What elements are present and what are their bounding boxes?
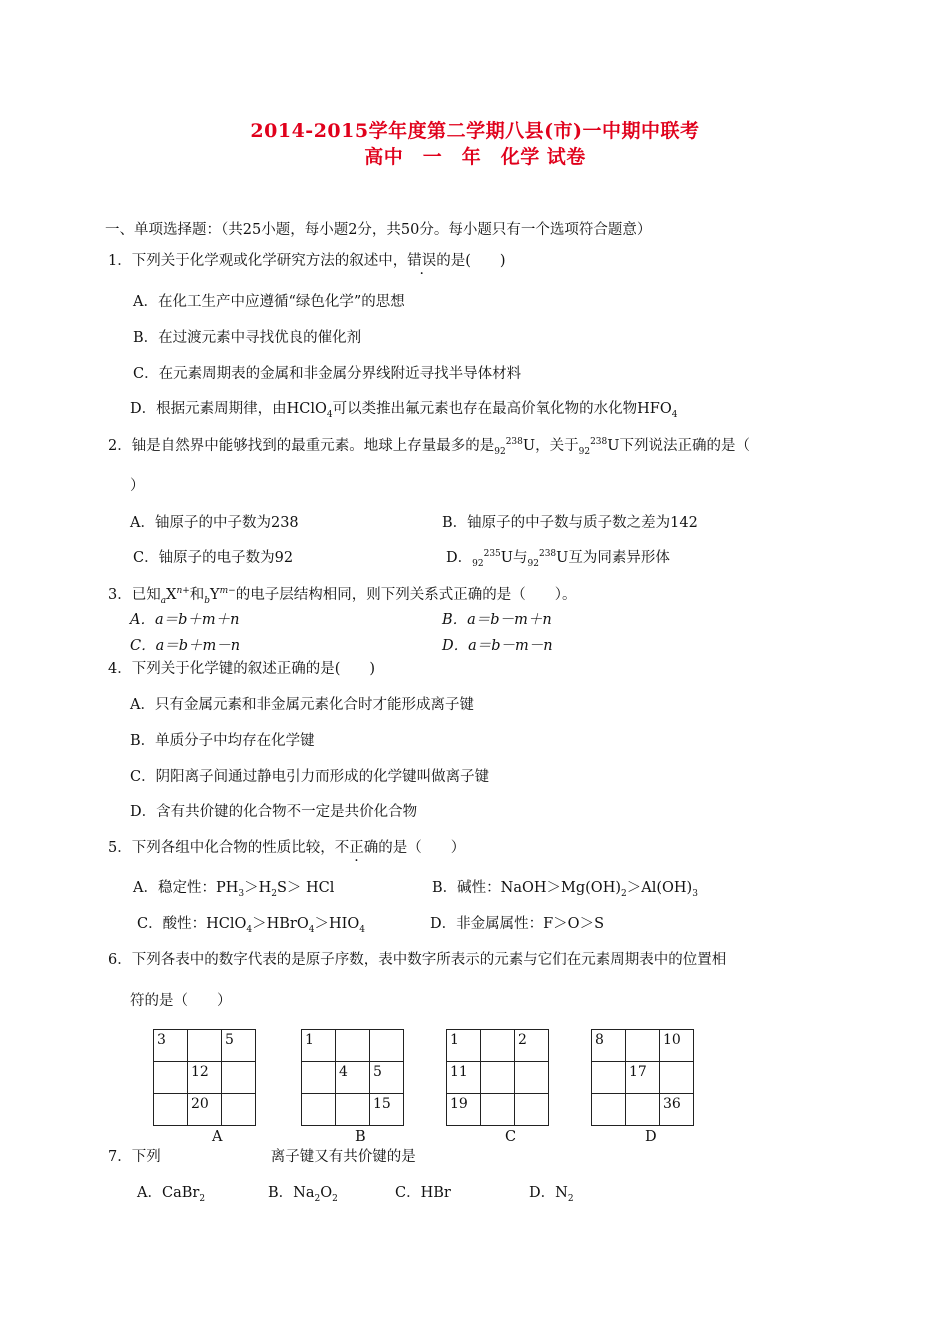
q1-d-text-a: D．根据元素周期律，由HClO <box>130 401 327 417</box>
q2-m2: 238 <box>590 437 608 448</box>
atomic-number: 4 <box>339 1064 348 1080</box>
atomic-number <box>336 1040 339 1042</box>
q2-option-b: B．铀原子的中子数与质子数之差为142 <box>442 515 698 531</box>
table-row <box>302 1062 404 1094</box>
q5-a-2: ＞H <box>244 880 272 896</box>
atomic-number <box>222 1072 225 1074</box>
q3-b-sub: b <box>204 595 211 606</box>
atomic-number <box>481 1104 484 1106</box>
table-cell <box>592 1094 626 1126</box>
q5-c-s3: 4 <box>359 924 365 935</box>
table-row <box>154 1030 256 1062</box>
atomic-number: 2 <box>518 1032 527 1048</box>
question-7-stem <box>108 1145 416 1166</box>
table-row <box>154 1094 256 1126</box>
table-cell <box>302 1030 336 1062</box>
atomic-number: 1 <box>305 1032 314 1048</box>
q1-stem-b: 的是( ) <box>436 253 506 269</box>
q1-d-text-b: 可以类推出氟元素也存在最高价氧化物的水化物HFO <box>332 401 672 417</box>
q7-b-2: O <box>320 1185 333 1201</box>
q2-d-m1: 235 <box>483 549 501 560</box>
q3-option-b: B．a＝b－m＋n <box>442 612 552 628</box>
table-row <box>592 1062 694 1094</box>
q5-a-1: A．稳定性：PH <box>133 880 239 896</box>
q2-d-c: 互为同素异形体 <box>568 550 670 566</box>
question-6-stem-2: 符的是（ ） <box>130 993 232 1009</box>
q5-b-1: B．碱性：NaOH＞Mg(OH) <box>432 880 621 896</box>
q2-d-a: D． <box>446 550 473 566</box>
q2-d-b: 与 <box>513 550 528 566</box>
table-row <box>447 1094 549 1126</box>
atomic-number: 12 <box>191 1064 209 1080</box>
q1-option-c: C．在元素周期表的金属和非金属分界线附近寻找半导体材料 <box>133 366 522 382</box>
q7-option-d <box>529 1181 574 1204</box>
table-cell <box>481 1030 515 1062</box>
table-cell <box>188 1030 222 1062</box>
table-cell <box>447 1094 481 1126</box>
q4-option-c: C．阴阳离子间通过静电引力而形成的化学键叫做离子键 <box>130 769 490 785</box>
q1-option-b: B．在过渡元素中寻找优良的催化剂 <box>133 330 362 346</box>
q3-stem-b: 的电子层结构相同，则下列关系式正确的是（ ）。 <box>235 587 577 603</box>
q3-option-c: C．a＝b＋m－n <box>130 638 241 654</box>
q2-stem-b: ，关于 <box>535 438 579 454</box>
atomic-number: 5 <box>225 1032 234 1048</box>
exam-title: 2014-2015学年度第二学期八县(市)一中期中联考 <box>250 120 700 142</box>
q2-stem-c: 下列说法正确的是（ <box>619 438 750 454</box>
table-cell <box>154 1030 188 1062</box>
q3-and: 和 <box>189 587 205 603</box>
question-4-stem: 4．下列关于化学键的叙述正确的是( ) <box>108 661 376 677</box>
table-cell <box>154 1062 188 1094</box>
table-cell <box>222 1030 256 1062</box>
table-label: D <box>645 1129 657 1145</box>
q5-option-c <box>137 912 365 935</box>
q5-b-s2: 3 <box>692 888 698 899</box>
atomic-number: 15 <box>373 1096 391 1112</box>
q1-option-a: A．在化工生产中应遵循“绿色化学”的思想 <box>133 294 405 310</box>
table-cell <box>626 1062 660 1094</box>
q5-c-s2: 4 <box>308 924 315 935</box>
atomic-number <box>481 1072 484 1074</box>
q5-b-s1: 2 <box>621 888 627 899</box>
atomic-number <box>370 1040 373 1042</box>
atomic-number <box>592 1072 595 1074</box>
table-cell <box>336 1062 370 1094</box>
table-cell <box>481 1062 515 1094</box>
table-cell <box>626 1094 660 1126</box>
q5-c-s1: 4 <box>246 924 253 935</box>
question-1-stem <box>108 249 506 270</box>
q7-d-s: 2 <box>567 1193 574 1204</box>
q2-m1: 238 <box>505 437 523 448</box>
atomic-number: 10 <box>663 1032 681 1048</box>
question-3-stem <box>108 583 576 606</box>
atomic-number <box>302 1104 305 1106</box>
q5-stem-b: 的是（ ） <box>378 840 466 856</box>
q7-option-a <box>137 1181 205 1204</box>
q7-b-s2: 2 <box>332 1193 338 1204</box>
q2-z1: 92 <box>494 446 506 457</box>
table-row <box>154 1062 256 1094</box>
table-cell <box>370 1094 404 1126</box>
q5-a-s1: 3 <box>238 888 245 899</box>
table-cell <box>188 1094 222 1126</box>
atomic-number <box>154 1104 157 1106</box>
q2-option-c: C．铀原子的电子数为92 <box>133 550 294 566</box>
q7-b-s1: 2 <box>314 1193 321 1204</box>
atomic-number: 19 <box>450 1096 468 1112</box>
periodic-table-d <box>591 1029 694 1126</box>
table-row <box>592 1030 694 1062</box>
q2-d-m2: 238 <box>538 549 557 560</box>
table-cell <box>336 1094 370 1126</box>
table-cell <box>222 1062 256 1094</box>
periodic-table-c <box>446 1029 549 1126</box>
atomic-number <box>336 1104 339 1106</box>
q7-option-b <box>268 1181 338 1204</box>
atomic-number <box>660 1072 663 1074</box>
q2-option-d <box>446 546 670 569</box>
table-cell <box>515 1030 549 1062</box>
q5-stem-a: 5．下列各组中化合物的性质比较， <box>108 840 335 856</box>
q4-option-d: D．含有共价键的化合物不一定是共价化合物 <box>130 804 418 820</box>
q1-emphasis: 错误 <box>407 253 437 269</box>
table-cell <box>481 1094 515 1126</box>
q3-stem-a: 3．已知 <box>108 587 161 603</box>
q5-c-3: ＞HIO <box>314 916 360 932</box>
q5-option-a <box>133 876 334 899</box>
q2-d-el2: U <box>556 550 569 566</box>
table-cell <box>302 1062 336 1094</box>
table-label: B <box>355 1129 366 1145</box>
atomic-number: 3 <box>157 1032 166 1048</box>
atomic-number <box>481 1040 484 1042</box>
q5-option-d: D．非金属属性：F＞O＞S <box>430 916 605 932</box>
q5-emphasis: 不正确 <box>334 840 379 856</box>
q3-option-a: A．a＝b＋m＋n <box>130 612 240 628</box>
atomic-number: 1 <box>450 1032 459 1048</box>
q1-option-d <box>130 397 677 420</box>
q2-z2: 92 <box>578 446 591 457</box>
q2-d-z1: 92 <box>472 558 484 569</box>
atomic-number: 20 <box>191 1096 209 1112</box>
atomic-number: 5 <box>373 1064 382 1080</box>
atomic-number <box>154 1072 157 1074</box>
q5-a-s2: 2 <box>271 888 277 899</box>
table-cell <box>447 1030 481 1062</box>
q2-d-el1: U <box>500 550 514 566</box>
table-cell <box>515 1094 549 1126</box>
q3-y: Y <box>210 587 220 603</box>
table-cell <box>592 1030 626 1062</box>
atomic-number <box>222 1104 225 1106</box>
question-6-stem: 6．下列各表中的数字代表的是原子序数，表中数字所表示的元素与它们在元素周期表中的位置相 <box>108 952 727 968</box>
section-heading: 一、单项选择题：（共25小题，每小题2分，共50分。每小题只有一个选项符合题意） <box>105 222 652 238</box>
exam-subtitle: 高中 一 年 化学 试卷 <box>364 146 586 168</box>
table-row <box>592 1094 694 1126</box>
atomic-number <box>592 1104 595 1106</box>
q7-a-s: 2 <box>199 1193 206 1204</box>
table-cell <box>370 1030 404 1062</box>
table-row <box>302 1030 404 1062</box>
q7-option-c: C．HBr <box>395 1185 451 1201</box>
q5-option-b <box>432 876 698 899</box>
q1-d-sub2: 4 <box>671 409 678 420</box>
q2-stem-close: ） <box>130 478 145 494</box>
table-cell <box>660 1030 694 1062</box>
atomic-number: 11 <box>450 1064 468 1080</box>
table-label: C <box>505 1129 517 1145</box>
atomic-number <box>302 1072 305 1074</box>
q3-a-sub: a <box>160 595 167 606</box>
table-cell <box>447 1062 481 1094</box>
table-label: A <box>212 1129 223 1145</box>
table-cell <box>660 1062 694 1094</box>
q5-b-2: ＞Al(OH) <box>626 880 693 896</box>
q1-d-sub: 4 <box>326 409 333 420</box>
table-cell <box>626 1030 660 1062</box>
table-cell <box>336 1030 370 1062</box>
atomic-number: 17 <box>629 1064 647 1080</box>
q7-d-1: D．N <box>529 1185 568 1201</box>
q3-y-sup: m− <box>219 586 236 597</box>
q3-x-sup: n+ <box>176 586 190 597</box>
q2-d-z2: 92 <box>527 558 539 569</box>
atomic-number: 36 <box>663 1096 681 1112</box>
table-cell <box>660 1094 694 1126</box>
q4-option-b: B．单质分子中均存在化学键 <box>130 733 315 749</box>
periodic-table-b <box>301 1029 404 1126</box>
atomic-number <box>515 1072 518 1074</box>
atomic-number <box>188 1040 191 1042</box>
q2-stem-a: 2．铀是自然界中能够找到的最重元素。地球上存量最多的是 <box>108 438 495 454</box>
table-cell <box>154 1094 188 1126</box>
table-row <box>447 1062 549 1094</box>
q7-a-1: A．CaBr <box>137 1185 200 1201</box>
q2-el2: U <box>607 438 620 454</box>
atomic-number <box>626 1040 629 1042</box>
q2-option-a: A．铀原子的中子数为238 <box>130 515 299 531</box>
q4-option-a: A．只有金属元素和非金属元素化合时才能形成离子键 <box>130 697 474 713</box>
periodic-table-a <box>153 1029 256 1126</box>
q7-b-1: B．Na <box>268 1185 315 1201</box>
table-cell <box>515 1062 549 1094</box>
q7-stem-a: 7．下列 <box>108 1149 161 1165</box>
q7-stem-b: 离子键又有共价键的是 <box>270 1149 416 1165</box>
q5-c-2: ＞HBrO <box>252 916 309 932</box>
table-cell <box>222 1094 256 1126</box>
atomic-number <box>626 1104 629 1106</box>
table-cell <box>302 1094 336 1126</box>
table-cell <box>592 1062 626 1094</box>
q3-option-d: D．a＝b－m－n <box>442 638 553 654</box>
question-2-stem <box>108 434 750 457</box>
q1-stem-a: 1．下列关于化学观或化学研究方法的叙述中， <box>108 253 408 269</box>
q5-c-1: C．酸性：HClO <box>137 916 247 932</box>
table-row <box>447 1030 549 1062</box>
table-cell <box>188 1062 222 1094</box>
atomic-number <box>515 1104 518 1106</box>
atomic-number: 8 <box>595 1032 604 1048</box>
question-5-stem <box>108 836 465 857</box>
q5-a-3: S＞ HCl <box>277 880 335 896</box>
table-row <box>302 1094 404 1126</box>
q2-el1: U <box>522 438 536 454</box>
q3-x: X <box>166 587 177 603</box>
table-cell <box>370 1062 404 1094</box>
